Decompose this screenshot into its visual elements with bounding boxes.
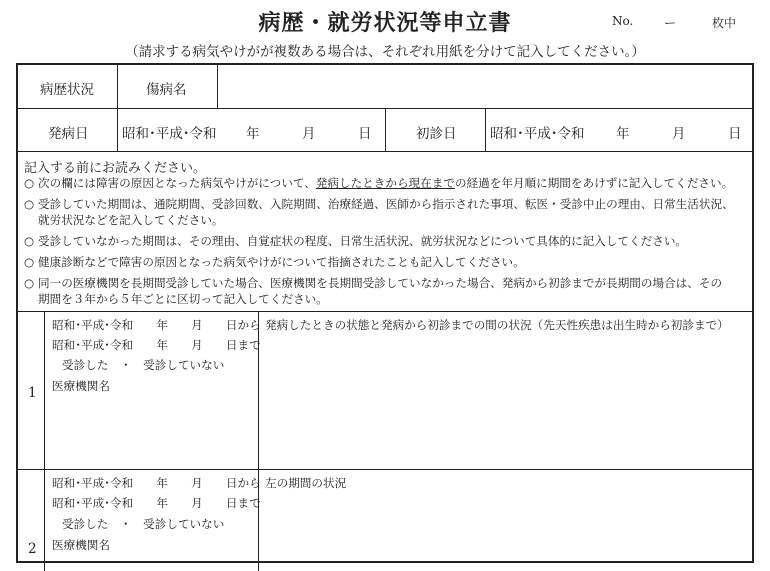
- visited-options[interactable]: 受診した ・ 受診していない: [62, 358, 225, 372]
- row-divider: [18, 311, 752, 312]
- institution-name-label: 医療機関名: [52, 538, 110, 552]
- instructions-heading: 記入する前にお読みください。: [24, 161, 207, 176]
- col-divider: [485, 108, 486, 151]
- col-divider: [385, 108, 386, 151]
- row-divider: [18, 151, 752, 152]
- instruction-item-continued: 期間を３年から５年ごとに区切って記入してください。: [38, 292, 328, 306]
- period-number: 2: [28, 541, 37, 557]
- instruction-item: ○ 受診していなかった期間は、その理由、自覚症状の程度、日常生活状況、就労状況などについて具体的に記入してください。: [24, 234, 688, 248]
- instruction-item: ○ 同一の医療機関を長期間受診していた場合、医療機関を長期間受診していなかった場合、発病から初診までが長期間の場合は、その: [24, 276, 723, 290]
- col-divider: [217, 65, 218, 108]
- col-divider: [117, 108, 118, 151]
- instruction-item: ○ 次の欄には障害の原因となった病気やけがについて、発病したときから現在までの経過を年月順に期間をあけずに記入してください。: [24, 176, 734, 190]
- bullet-circle-icon: ○: [24, 255, 35, 269]
- first-visit-day-label: 日: [728, 126, 742, 142]
- onset-era-options[interactable]: 昭和･平成･令和: [122, 126, 217, 142]
- first-visit-year-label: 年: [616, 126, 630, 142]
- form-note: （請求する病気やけがが複数ある場合は、それぞれ用紙を分けて記入してください。）: [125, 44, 645, 60]
- bullet-circle-icon: ○: [24, 276, 35, 290]
- instruction-item: ○ 受診していた期間は、通院期間、受診回数、入院期間、治療経過、医師から指示された事項、転医・受診中止の理由、日常生活状況、: [24, 197, 734, 211]
- bullet-circle-icon: ○: [24, 176, 35, 190]
- form-title: 病歴・就労状況等申立書: [258, 10, 512, 36]
- visited-options[interactable]: 受診した ・ 受診していない: [62, 517, 225, 531]
- page-number-dash: ー: [664, 16, 677, 30]
- medical-history-label: 病歴状況: [40, 82, 94, 98]
- first-visit-label: 初診日: [416, 126, 457, 142]
- period-number: 1: [28, 385, 37, 401]
- onset-date-label: 発病日: [48, 126, 89, 142]
- onset-year-label: 年: [246, 126, 260, 142]
- onset-day-label: 日: [358, 126, 372, 142]
- first-visit-era-options[interactable]: 昭和･平成･令和: [490, 126, 585, 142]
- instruction-item: ○ 健康診断などで障害の原因となった病気やけがについて指摘されたことも記入してください。: [24, 255, 525, 269]
- page-total-label: 枚中: [712, 16, 737, 30]
- institution-name-label: 医療機関名: [52, 379, 110, 393]
- underlined-phrase: 発病したときから現在まで: [315, 176, 455, 190]
- bullet-circle-icon: ○: [24, 197, 35, 211]
- page-number-label: No.: [612, 14, 634, 28]
- onset-month-label: 月: [302, 126, 316, 142]
- bullet-circle-icon: ○: [24, 234, 35, 248]
- col-divider: [44, 311, 45, 571]
- period-from-date[interactable]: 昭和･平成･令和 年 月 日から: [52, 318, 261, 332]
- period-description-label: 左の期間の状況: [265, 476, 347, 490]
- form-table: [16, 63, 754, 563]
- disease-name-label: 傷病名: [146, 82, 187, 98]
- period-description-label: 発病したときの状態と発病から初診までの間の状況（先天性疾患は出生時から初診まで）: [265, 318, 729, 332]
- instruction-item-continued: 就労状況などを記入してください。: [38, 213, 224, 227]
- period-to-date[interactable]: 昭和･平成･令和 年 月 日まで: [52, 496, 261, 510]
- period-from-date[interactable]: 昭和･平成･令和 年 月 日から: [52, 476, 261, 490]
- first-visit-month-label: 月: [672, 126, 686, 142]
- period-to-date[interactable]: 昭和･平成･令和 年 月 日まで: [52, 338, 261, 352]
- row-divider: [18, 469, 752, 470]
- col-divider: [117, 65, 118, 108]
